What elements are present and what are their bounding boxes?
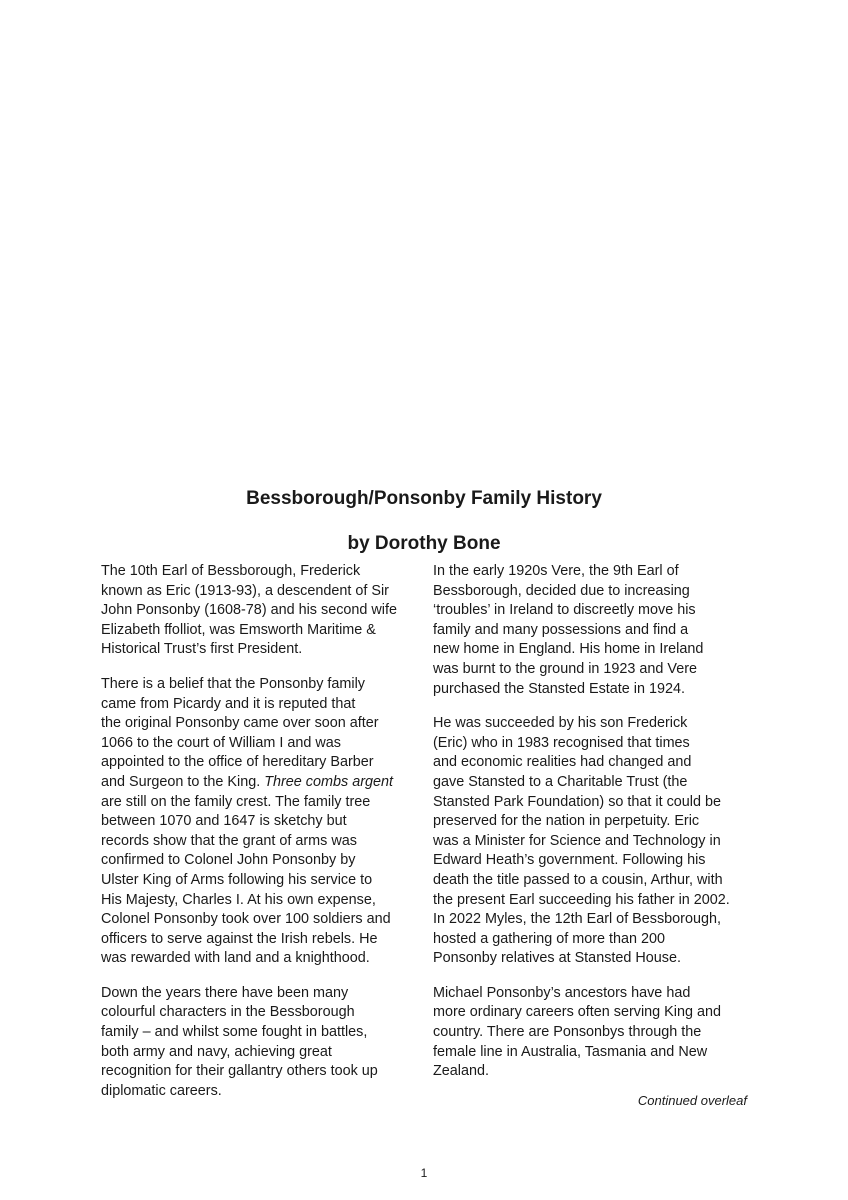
paragraph (101, 675, 421, 969)
paragraph: Michael Ponsonby’s ancestors have had more ordinary careers often serving King and country. There are Ponsonbys through the female line in Australia, Tasmania and New Zealand. (433, 984, 721, 1080)
paragraph-text: There is a belief that the Ponsonby family came from Picardy and it is reputed that the original Ponsonby came over soon after 1066 to the court of William I and was appointed to the office of hereditary Barber and Surgeon to the King. (101, 675, 379, 790)
right-column (433, 562, 753, 1110)
article-title: Bessborough/Ponsonby Family History (246, 488, 602, 509)
paragraph-text: are still on the family crest. The family tree between 1070 and 1647 is sketchy but records show that the grant of arms was confirmed to Colonel John Ponsonby by Ulster King of Arms following his service to His Majesty, Charles I. At his own expense, Colonel Ponsonby took over 100 soldiers and officers to serve against the Irish rebels. He was rewarded with land and a knighthood. (101, 793, 391, 967)
page-number: 1 (420, 1166, 428, 1180)
paragraph: Down the years there have been many colourful characters in the Bessborough family – and whilst some fought in battles, both army and navy, achieving great recognition for their gallantry others took up diplomatic careers. (101, 984, 378, 1099)
left-column (101, 562, 421, 1116)
article-author: by Dorothy Bone (347, 533, 501, 554)
paragraph: The 10th Earl of Bessborough, Frederick known as Eric (1913-93), a descendent of Sir John Ponsonby (1608-78) and his second wife Elizabeth ffolliot, was Emsworth Maritime & Historical Trust’s first President. (101, 563, 397, 658)
continued-note: Continued overleaf (637, 1092, 747, 1108)
italic-phrase: Three combs argent (264, 773, 393, 790)
paragraph: He was succeeded by his son Frederick (Eric) who in 1983 recognised that times and economic realities had changed and gave Stansted to a Charitable Trust (the Stansted Park Foundation) so that it could be preserved for the nation in perpetuity. Eric was a Minister for Science and Technology in Edward Heath’s government. Following his death the title passed to a cousin, Arthur, with the present Earl succeeding his father in 2002. In 2022 Myles, the 12th Earl of Bessborough, hosted a gathering of more than 200 Ponsonby relatives at Stansted House. (433, 715, 730, 967)
paragraph: In the early 1920s Vere, the 9th Earl of Bessborough, decided due to increasing ‘troubles’ in Ireland to discreetly move his family and many possessions and find a new home in England. His home in Ireland was burnt to the ground in 1923 and Vere purchased the Stansted Estate in 1924. (433, 563, 704, 697)
